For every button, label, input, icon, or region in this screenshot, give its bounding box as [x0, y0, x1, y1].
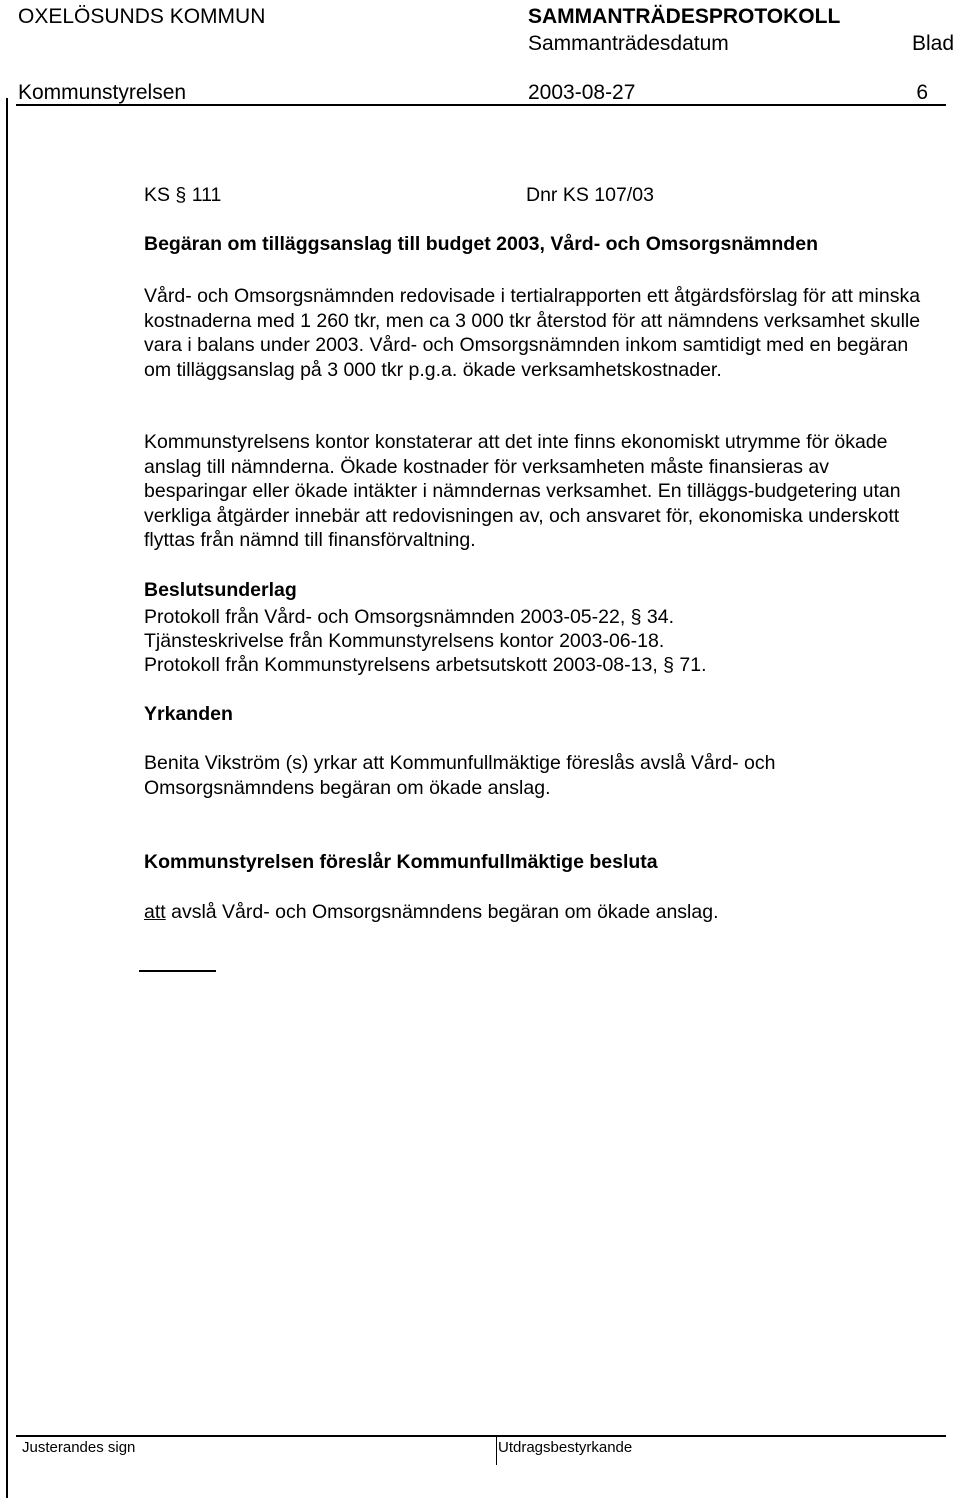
document-type: SAMMANTRÄDESPROTOKOLL [528, 5, 841, 28]
yrkanden-text: Benita Vikström (s) yrkar att Kommunfullmäktige föreslås avslå Vård- och Omsorgsnämndens begäran om ökade anslag. [144, 752, 776, 799]
att-word: att [144, 901, 166, 923]
proposal-heading: Kommunstyrelsen föreslår Kommunfullmäktige besluta [144, 851, 658, 873]
dnr: Dnr KS 107/03 [526, 184, 654, 206]
paragraph-1: Vård- och Omsorgsnämnden redovisade i tertialrapporten ett åtgärdsförslag för att minska kostnaderna med 1 260 tkr, men ca 3 000 tkr återstod för att nämndens verksamhet skulle vara i balans under 2003. Vård- och Omsorgsnämnden inkom samtidigt med en begäran om tilläggsanslag på 3 000 tkr p.g.a. ökade verksamhetskostnader. [144, 285, 921, 381]
page-label: Blad [911, 32, 954, 55]
footer-separator [496, 1435, 497, 1465]
beslutsunderlag-line-2: Tjänsteskrivelse från Kommunstyrelsens kontor 2003-06-18. [144, 630, 665, 652]
header-divider [16, 104, 946, 106]
proposal-text: avslå Vård- och Omsorgsnämndens begäran om ökade anslag. [171, 901, 719, 923]
footer-utdragsbestyrkande: Utdragsbestyrkande [498, 1439, 633, 1456]
committee-name: Kommunstyrelsen [18, 81, 187, 104]
item-title: Begäran om tilläggsanslag till budget 2003, Vård- och Omsorgsnämnden [144, 233, 818, 255]
end-rule [139, 970, 216, 972]
left-margin-line [6, 98, 8, 1498]
beslutsunderlag-line-3: Protokoll från Kommunstyrelsens arbetsutskott 2003-08-13, § 71. [144, 654, 707, 676]
footer-justerandes-sign: Justerandes sign [22, 1439, 136, 1456]
beslutsunderlag-line-1: Protokoll från Vård- och Omsorgsnämnden 2003-05-22, § 34. [144, 606, 675, 628]
beslutsunderlag-heading: Beslutsunderlag [144, 579, 297, 601]
meeting-date: 2003-08-27 [528, 81, 636, 104]
yrkanden-heading: Yrkanden [144, 703, 233, 725]
item-number: KS § 111 [144, 184, 222, 206]
page-number: 6 [916, 81, 928, 104]
municipality-name: OXELÖSUNDS KOMMUN [18, 5, 266, 28]
proposal-line [144, 900, 719, 925]
footer-divider [16, 1435, 946, 1437]
paragraph-2: Kommunstyrelsens kontor konstaterar att det inte finns ekonomiskt utrymme för ökade anslag till nämnderna. Ökade kostnader för verksamheten måste finansieras av besparingar eller ökade intäkter i nämndernas verksamhet. En tilläggs-budgetering utan verkliga åtgärder innebär att redovisningen av, och ansvaret för, ekonomiska underskott flyttas från nämnd till finansförvaltning. [144, 431, 901, 551]
date-label: Sammanträdesdatum [528, 32, 729, 55]
